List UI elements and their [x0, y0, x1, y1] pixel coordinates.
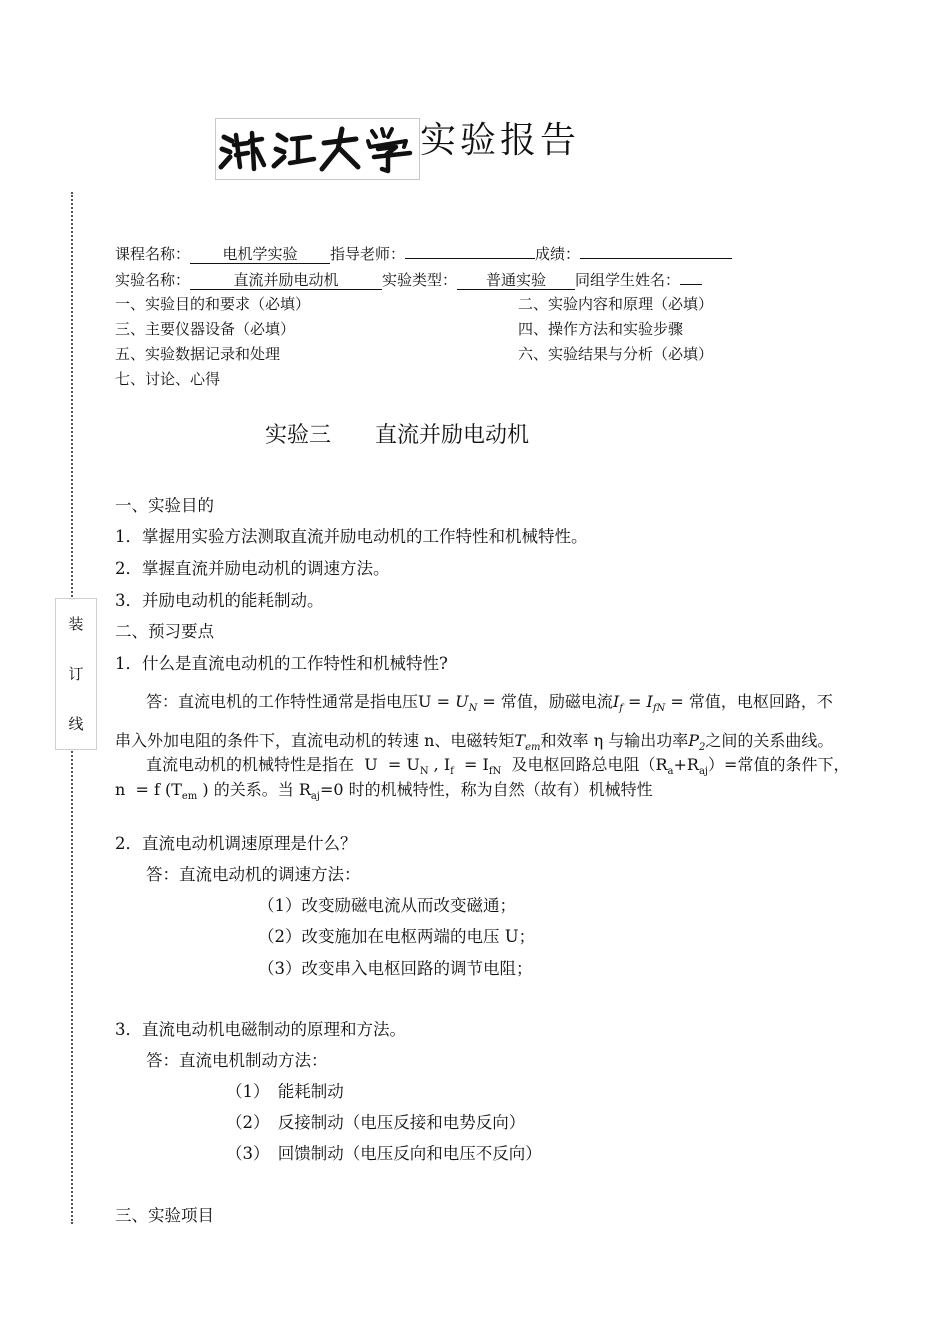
- outline-item: 四、操作方法和实验步骤: [518, 320, 684, 338]
- formula-field-current: $I_f = I_{fN}$ =: [612, 692, 689, 715]
- binding-label-box: [55, 598, 97, 750]
- section-3-title: 三、实验项目: [115, 1206, 214, 1225]
- answer-3-item: （2） 反接制动（电压反接和电势反向）: [226, 1113, 526, 1132]
- type-value: 普通实验: [457, 271, 575, 290]
- outline-item: 七、讨论、心得: [115, 370, 221, 388]
- answer-3-item: （3） 回馈制动（电压反向和电压不反向）: [226, 1144, 542, 1163]
- university-logo: [215, 118, 420, 180]
- binding-char: 线: [68, 715, 84, 733]
- outline-item: 六、实验结果与分析（必填）: [518, 345, 714, 363]
- experiment-title: 实验三 直流并励电动机: [265, 423, 530, 448]
- answer-1-line-4: n = f ($T_{em}$ ) 的关系。当 $R_{aj}=0$ 时的机械特性，称为自然（故有）机械特性: [115, 780, 653, 803]
- answer-1-line-3: 直流电动机的机械特性是指在 $U = U_N$ , $I_f = I_{fN}$ 及电枢回路总电阻$(R_a+R_{aj})=$常值的条件下，: [146, 755, 850, 778]
- outline-item: 五、实验数据记录和处理: [115, 345, 281, 363]
- answer-3-intro: 答：直流电机制动方法：: [146, 1051, 328, 1070]
- objective-item: 2．掌握直流并励电动机的调速方法。: [115, 559, 390, 578]
- formula-torque: $T_{em}$: [514, 731, 541, 754]
- answer-2-intro: 答：直流电动机的调速方法：: [146, 865, 361, 884]
- teacher-label: 指导老师：: [330, 245, 406, 263]
- teacher-blank: [405, 242, 535, 259]
- course-value: 电机学实验: [190, 245, 330, 264]
- question-2: 2．直流电动机调速原理是什么？: [115, 834, 357, 853]
- group-blank: [680, 268, 702, 285]
- outline-item: 三、主要仪器设备（必填）: [115, 320, 296, 338]
- experiment-label: 实验名称：: [115, 271, 191, 289]
- answer-1-line-2: 串入外加电阻的条件下，直流电动机的转速 n、电磁转矩$T_{em}$和效率 η 与输出功率$P_2$之间的关系曲线。: [115, 731, 834, 754]
- type-label: 实验类型：: [382, 271, 458, 289]
- answer-2-item: （3）改变串入电枢回路的调节电阻；: [258, 959, 533, 978]
- outline-item: 二、实验内容和原理（必填）: [518, 295, 714, 313]
- score-blank: [580, 242, 732, 259]
- binding-char: 订: [68, 665, 84, 683]
- section-2-title: 二、预习要点: [115, 622, 214, 641]
- answer-2-item: （1）改变励磁电流从而改变磁通；: [258, 896, 516, 915]
- outline-item: 一、实验目的和要求（必填）: [115, 295, 311, 313]
- objective-item: 3．并励电动机的能耗制动。: [115, 591, 324, 610]
- answer-3-item: （1） 能耗制动: [226, 1082, 344, 1101]
- formula-voltage: $U = U_N$ =: [418, 692, 501, 715]
- question-1: 1．什么是直流电动机的工作特性和机械特性?: [115, 654, 448, 673]
- experiment-value: 直流并励电动机: [190, 271, 382, 290]
- answer-2-item: （2）改变施加在电枢两端的电压 U；: [258, 927, 536, 946]
- calligraphy-logo-icon: [216, 119, 419, 179]
- report-title: 实验报告: [420, 120, 581, 161]
- meta-row-1: [115, 242, 732, 264]
- formula-power: $P_2$: [688, 731, 706, 754]
- binding-char: 装: [68, 615, 84, 633]
- section-1-title: 一、实验目的: [115, 496, 214, 515]
- question-3: 3．直流电动机电磁制动的原理和方法。: [115, 1020, 406, 1039]
- group-label: 同组学生姓名：: [575, 271, 681, 289]
- course-label: 课程名称：: [115, 245, 191, 263]
- score-label: 成绩：: [535, 245, 581, 263]
- answer-1-line-1: 答：直流电机的工作特性通常是指电压$U = U_N$ = 常值，励磁电流$I_f = I_{fN}$ = 常值，电枢回路，不: [146, 692, 833, 715]
- objective-item: 1．掌握用实验方法测取直流并励电动机的工作特性和机械特性。: [115, 527, 588, 546]
- meta-row-2: [115, 268, 702, 290]
